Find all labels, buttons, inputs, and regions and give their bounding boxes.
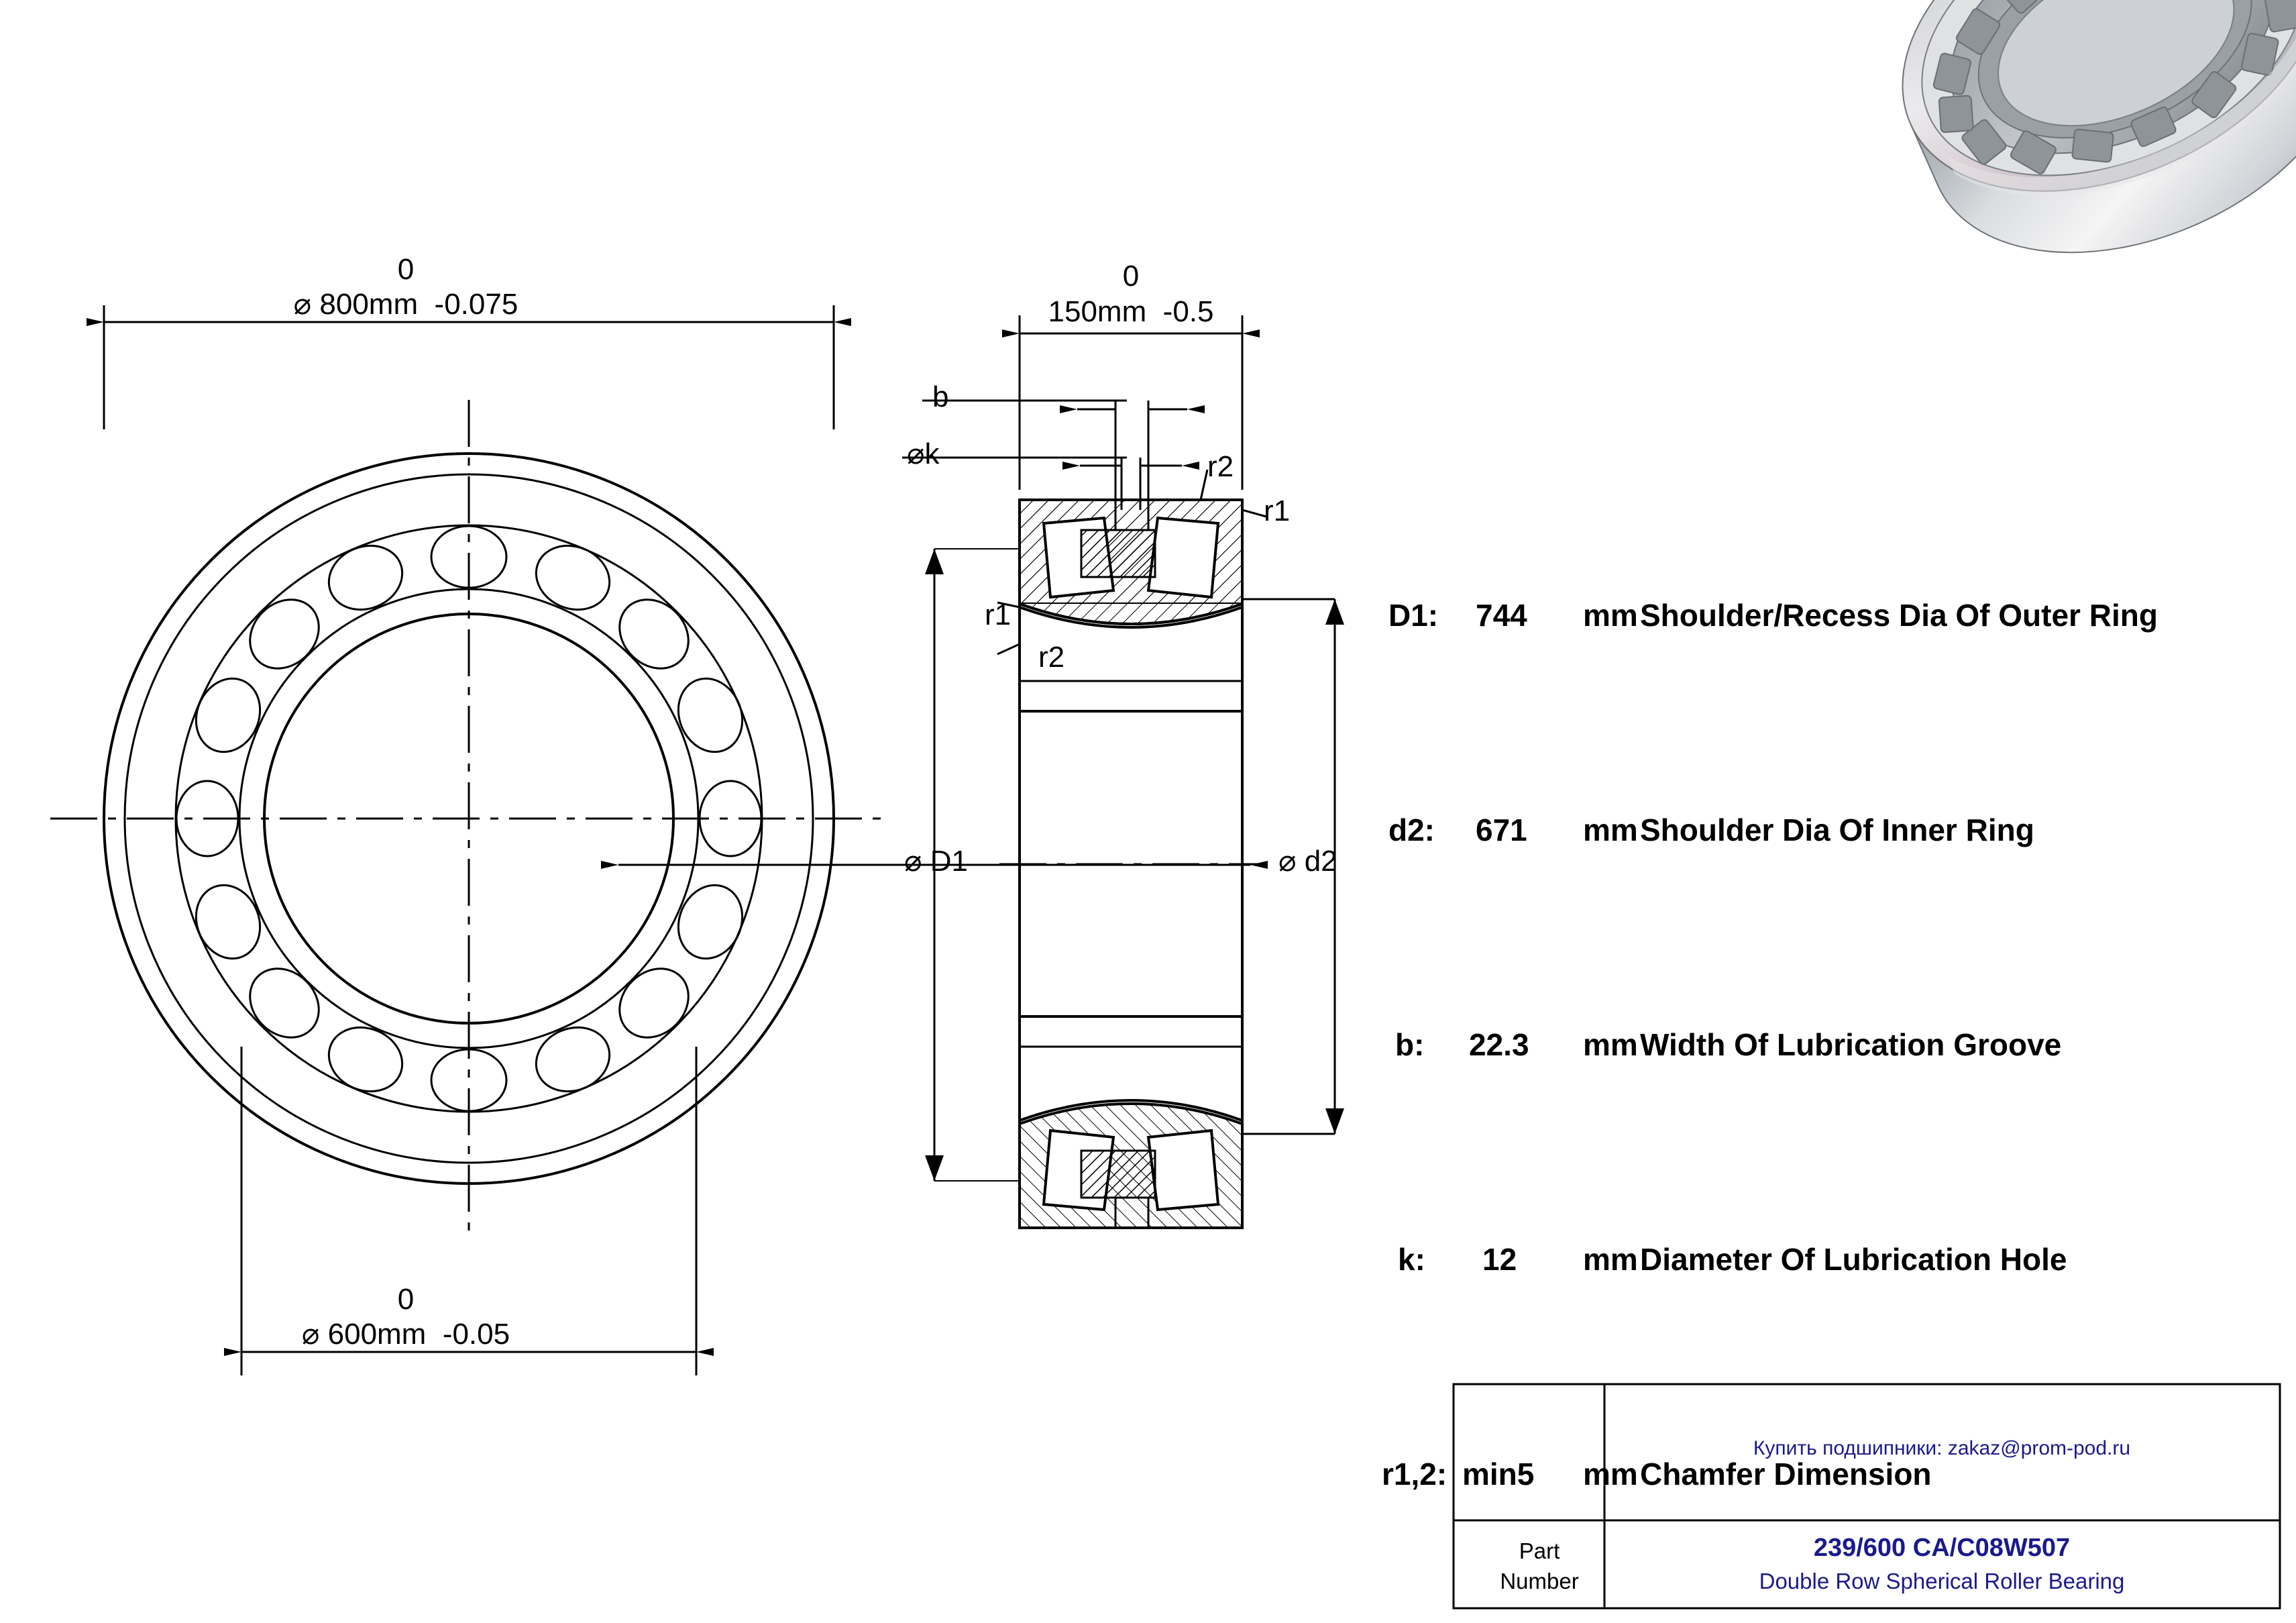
label-d1: ⌀ D1 — [904, 845, 968, 878]
spec-value: 22.3 — [1469, 1027, 1529, 1062]
section-width-tolerance: 0 — [1122, 260, 1140, 293]
part-label-line2: Number — [1500, 1569, 1579, 1593]
spec-symbol: k: — [1398, 1242, 1425, 1277]
spec-unit: mm — [1583, 813, 1638, 847]
spec-value: min5 — [1462, 1457, 1535, 1491]
bearing-3d-render — [1853, 0, 2296, 314]
spec-symbol: b: — [1395, 1027, 1425, 1062]
label-r1-right: r1 — [1264, 494, 1291, 527]
part-label-line1: Part — [1519, 1538, 1560, 1563]
spec-description: Chamfer Dimension — [1640, 1457, 1932, 1491]
label-r2-left: r2 — [1038, 641, 1065, 674]
front-od-tolerance: 0 — [397, 253, 415, 286]
label-d2: ⌀ d2 — [1278, 845, 1337, 878]
spec-description: Width Of Lubrication Groove — [1640, 1027, 2062, 1062]
spec-symbol: D1: — [1388, 598, 1439, 633]
part-description: Double Row Spherical Roller Bearing — [1759, 1569, 2125, 1593]
label-r1-left: r1 — [985, 598, 1012, 631]
front-view-geometry — [50, 305, 887, 1375]
spec-symbol: r1,2: — [1382, 1457, 1447, 1491]
title-block-contact: Купить подшипники: zakaz@prom-pod.ru — [1753, 1437, 2131, 1459]
spec-unit: mm — [1583, 1457, 1638, 1491]
spec-row — [1375, 805, 2281, 1062]
label-b: b — [932, 380, 949, 413]
spec-row — [1375, 590, 2281, 644]
spec-unit: mm — [1583, 598, 1638, 633]
label-r2-top: r2 — [1207, 450, 1234, 483]
spec-value: 671 — [1476, 813, 1527, 847]
spec-row — [1375, 698, 2281, 847]
spec-description: Shoulder Dia Of Inner Ring — [1640, 813, 2034, 847]
front-od-dimension: ⌀ 800mm -0.075 — [293, 288, 518, 321]
label-k: ⌀k — [907, 437, 940, 470]
section-view-geometry — [618, 315, 1344, 1228]
spec-description: Diameter Of Lubrication Hole — [1640, 1242, 2067, 1277]
front-bore-dimension: ⌀ 600mm -0.05 — [301, 1318, 510, 1351]
part-number: 239/600 CA/C08W507 — [1813, 1534, 2071, 1562]
spec-unit: mm — [1583, 1027, 1638, 1062]
spec-value: 12 — [1482, 1242, 1517, 1277]
spec-symbol: d2: — [1388, 813, 1435, 847]
spec-value: 744 — [1476, 598, 1527, 633]
section-width-dimension: 150mm -0.5 — [1048, 295, 1214, 328]
spec-description: Shoulder/Recess Dia Of Outer Ring — [1640, 598, 2158, 633]
spec-unit: mm — [1583, 1242, 1638, 1277]
front-bore-tolerance: 0 — [397, 1283, 415, 1316]
